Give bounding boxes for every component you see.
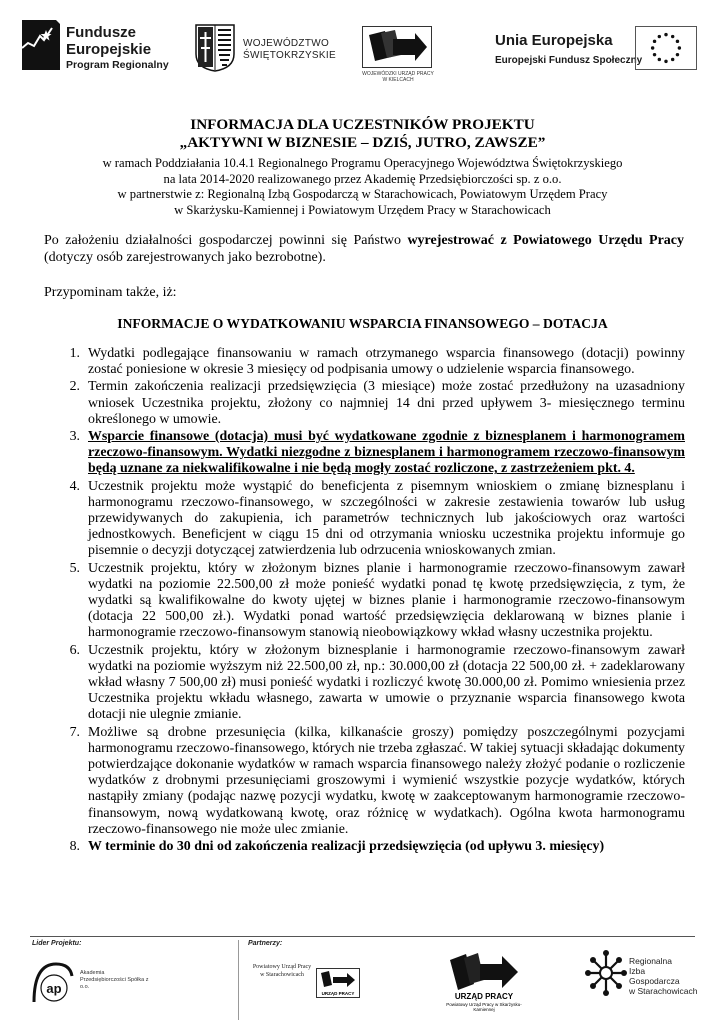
urzad-pracy-big-sub: Powiatowy Urząd Pracy w Skarżysku-Kamiennej [446, 1002, 522, 1012]
pup-starachowice [248, 963, 316, 979]
urzad-pracy-skarzysko-logo [444, 950, 524, 1014]
lider-label: Lider Projektu: [32, 940, 82, 947]
urzad-pracy-big-icon [444, 950, 524, 992]
intro-text-before: Po założeniu działalności gospodarczej powinni się Państwo [44, 233, 408, 248]
rig-logo [585, 950, 715, 1014]
wojewodztwo-logo [195, 24, 345, 80]
fundusze-line1: Fundusze [66, 24, 136, 41]
list-item [60, 429, 685, 478]
subtitle-line4: w Skarżysku-Kamiennej i Powiatowym Urzędem Pracy w Starachowicach [174, 202, 551, 217]
urzad-pracy-kielce-logo [362, 26, 434, 86]
akademia-name: Akademia Przedsiębiorczości Spółka z o.o. [80, 970, 149, 990]
partnerzy-label: Partnerzy: [248, 940, 283, 947]
subtitle-line2: na lata 2014-2020 realizowanego przez Akademię Przedsiębiorczości sp. z o.o. [163, 171, 562, 186]
urzad-pracy-caption: WOJEWÓDZKI URZĄD PRACY W KIELCACH [362, 71, 434, 83]
list-item-text: Uczestnik projektu może wystąpić do beneficjenta z pisemnym wnioskiem o zmianę biznesplanu i harmonogramu rzeczowo-finansowego, w szczególności w zakresie zestawienia towarów lub usług przewidywanych do zakupienia, ich parametrów technicznych lub jakościowych oraz wartości jednostkowych. Beneficjent w ciągu 15 dni od otrzymania wniosku uczestnika projektu informuje go pisemnie o decyzji dotyczącej zatwierdzenia lub odrzucenia wnioskowanych zmian. [88, 478, 685, 559]
urzad-pracy-small-icon [317, 969, 359, 989]
list-item [60, 725, 685, 838]
list-item-text: Uczestnik projektu, który w złożonym biznesplanie i harmonogramie rzeczowo-finansowym zawarł wydatki na poziomie wyższym niż 22.500,00 zł, np.: 30.000,00 zł (dotacja 22 500,00 zł. + zadeklarowany wkład własny 7 500,00 zł) musi ponieść wydatki i rozliczyć kwotę 30.000,00 zł. Pomimo wniesienia przez Uczestnika projektu wkładu własnego, zawarta w umowie o przyznanie wsparcia finansowego kwota dotacji nie ulegnie zmianie. [88, 642, 685, 723]
akademia-mark-icon [30, 958, 76, 1010]
footer [0, 936, 725, 1024]
urzad-pracy-box [362, 26, 432, 68]
list-item [60, 346, 685, 378]
list-item-number: 3. [69, 429, 80, 445]
rig-snowflake-icon [585, 950, 627, 996]
fundusze-line2: Europejskie [66, 41, 152, 58]
akademia-logo [30, 958, 150, 1014]
unia-line1: Unia Europejska [495, 32, 613, 49]
rig-line4: w Starachowicach [629, 986, 698, 996]
rig-line3: Gospodarcza [629, 976, 680, 986]
list-item [60, 839, 685, 855]
voivodeship-crest-icon [195, 24, 235, 72]
intro-paragraph [44, 232, 684, 266]
list-item [60, 561, 685, 642]
akademia-mark-text: ap [46, 981, 62, 996]
unia-line2: Europejski Fundusz Społeczny [495, 55, 643, 66]
intro-text-bold: wyrejestrować z Powiatowego Urzędu Pracy [407, 233, 684, 248]
list-item-text: Uczestnik projektu, który w złożonym biznes planie i harmonogramie rzeczowo-finansowym zawarł wydatki na poziomie 22.500,00 zł może ponieść wydatki ponad tę kwotę przedsięwzięcia, z tym, że wydatki są kwalifikowalne do kwoty ujętej w biznes planie i harmonogramie rzeczowo-finansowym (dotacja 22 500,00 zł.). Wydatki ponad wartość przedsięwzięcia deklarowaną w biznes planie i harmonogramie rzeczowo-finansowym stanowią nieobowiązkowy wkład własny uczestnika projektu. [88, 560, 685, 641]
logo-bar [0, 14, 725, 84]
list-item [60, 643, 685, 724]
intro-text-after: (dotyczy osób zarejestrowanych jako bezrobotne). [44, 250, 326, 265]
list-item-number: 1. [69, 346, 80, 361]
unia-europejska-logo [495, 26, 710, 82]
eu-flag-icon [635, 26, 697, 70]
subtitle-line3: w partnerstwie z: Regionalną Izbą Gospodarczą w Starachowicach, Powiatowym Urzędem Pracy [117, 187, 608, 201]
star-flag-icon [22, 20, 60, 70]
fundusze-text [66, 24, 169, 72]
rig-line1: Regionalna [629, 956, 673, 966]
subtitle-line1: w ramach Poddziałania 10.4.1 Regionalnego Programu Operacyjnego Województwa Świętokrzyskiego [102, 156, 623, 170]
urzad-pracy-small-logo [316, 968, 360, 998]
unia-text [495, 32, 642, 68]
pup-starachowice-line2: w Starachowicach [260, 972, 304, 978]
list-item-number: 7. [69, 724, 80, 740]
footer-divider [238, 940, 239, 1020]
list-item-text: Wsparcie finansowe (dotacja) musi być wydatkowane zgodnie z biznesplanem i harmonogramem rzeczowo-finansowym. Wydatki niezgodne z biznesplanem i harmonogramem rzeczowo-finansowym będą uznane za niekwalifikowalne i nie będą mogły zostać rozliczone, z zastrzeżeniem pkt. 4. [88, 429, 685, 477]
urzad-pracy-arrow-icon [363, 27, 431, 67]
list-item-number: 5. [69, 560, 80, 576]
pup-starachowice-line1: Powiatowy Urząd Pracy [252, 964, 312, 970]
list-item-text: Możliwe są drobne przesunięcia (kilka, kilkanaście groszy) pomiędzy poszczególnymi pozycjami harmonogramu rzeczowo-finansowego, których nie trzeba zgłaszać. W takiej sytuacji składając dokumenty potwierdzające dokonanie wydatków w ramach wsparcia finansowego należy złożyć podanie o rozliczenie wydatków z drobnymi przesunięciami groszowymi i wymienić wszystkie pozycje wydatków, których nastąpiły zmiany (podając nazwę pozycji wydatku, kwotę w zaakceptowanym harmonogramie rzeczowo-finansowym, nową wydatkowaną kwotę, oraz różnicę w wydatkach). Ogólna kwota harmonogramu rzeczowo-finansowego nie może ulec zmianie. [88, 724, 685, 837]
urzad-pracy-small-caption: URZĄD PRACY [321, 991, 355, 996]
list-item [60, 479, 685, 560]
urzad-pracy-big-title: URZĄD PRACY [454, 992, 514, 1001]
wojewodztwo-line2: ŚWIĘTOKRZYSKIE [243, 50, 336, 61]
wojewodztwo-line1: WOJEWÓDZTWO [243, 38, 330, 49]
reminder-paragraph: Przypominam także, iż: [44, 285, 177, 300]
list-item-number: 8. [69, 839, 80, 855]
list-item-text: Wydatki podlegające finansowaniu w ramach otrzymanego wsparcia finansowego (dotacji) powinny zostać poniesione w okresie 3 miesięcy od podpisania umowy o udzielenie wsparcia finansowego. [88, 346, 685, 378]
footer-rule [30, 936, 695, 937]
rig-text [629, 956, 698, 996]
page-title: INFORMACJA DLA UCZESTNIKÓW PROJEKTU [190, 116, 535, 133]
rules-list [60, 346, 685, 856]
list-item-text: Termin zakończenia realizacji przedsięwzięcia (3 miesiące) może zostać przedłużony na uzasadniony wniosek Uczestnika projektu, złożony co najmniej 14 dni przed upływem 3- miesięcznego terminu określonego w umowie. [88, 379, 685, 427]
fundusze-europejskie-logo [22, 20, 172, 84]
rig-line2: Izba [629, 966, 646, 976]
fundusze-line3: Program Regionalny [66, 59, 169, 71]
title-block [40, 116, 685, 218]
wojewodztwo-text [243, 38, 336, 62]
project-name: „AKTYWNI W BIZNESIE – DZIŚ, JUTRO, ZAWSZE” [179, 134, 546, 151]
list-item [60, 379, 685, 428]
section-heading: INFORMACJE O WYDATKOWANIU WSPARCIA FINANSOWEGO – DOTACJA [117, 316, 608, 331]
list-item-number: 2. [69, 379, 80, 395]
list-item-number: 4. [69, 478, 80, 494]
list-item-number: 6. [69, 642, 80, 658]
list-item-text: W terminie do 30 dni od zakończenia realizacji przedsięwzięcia (od upływu 3. miesięcy) [88, 839, 605, 855]
